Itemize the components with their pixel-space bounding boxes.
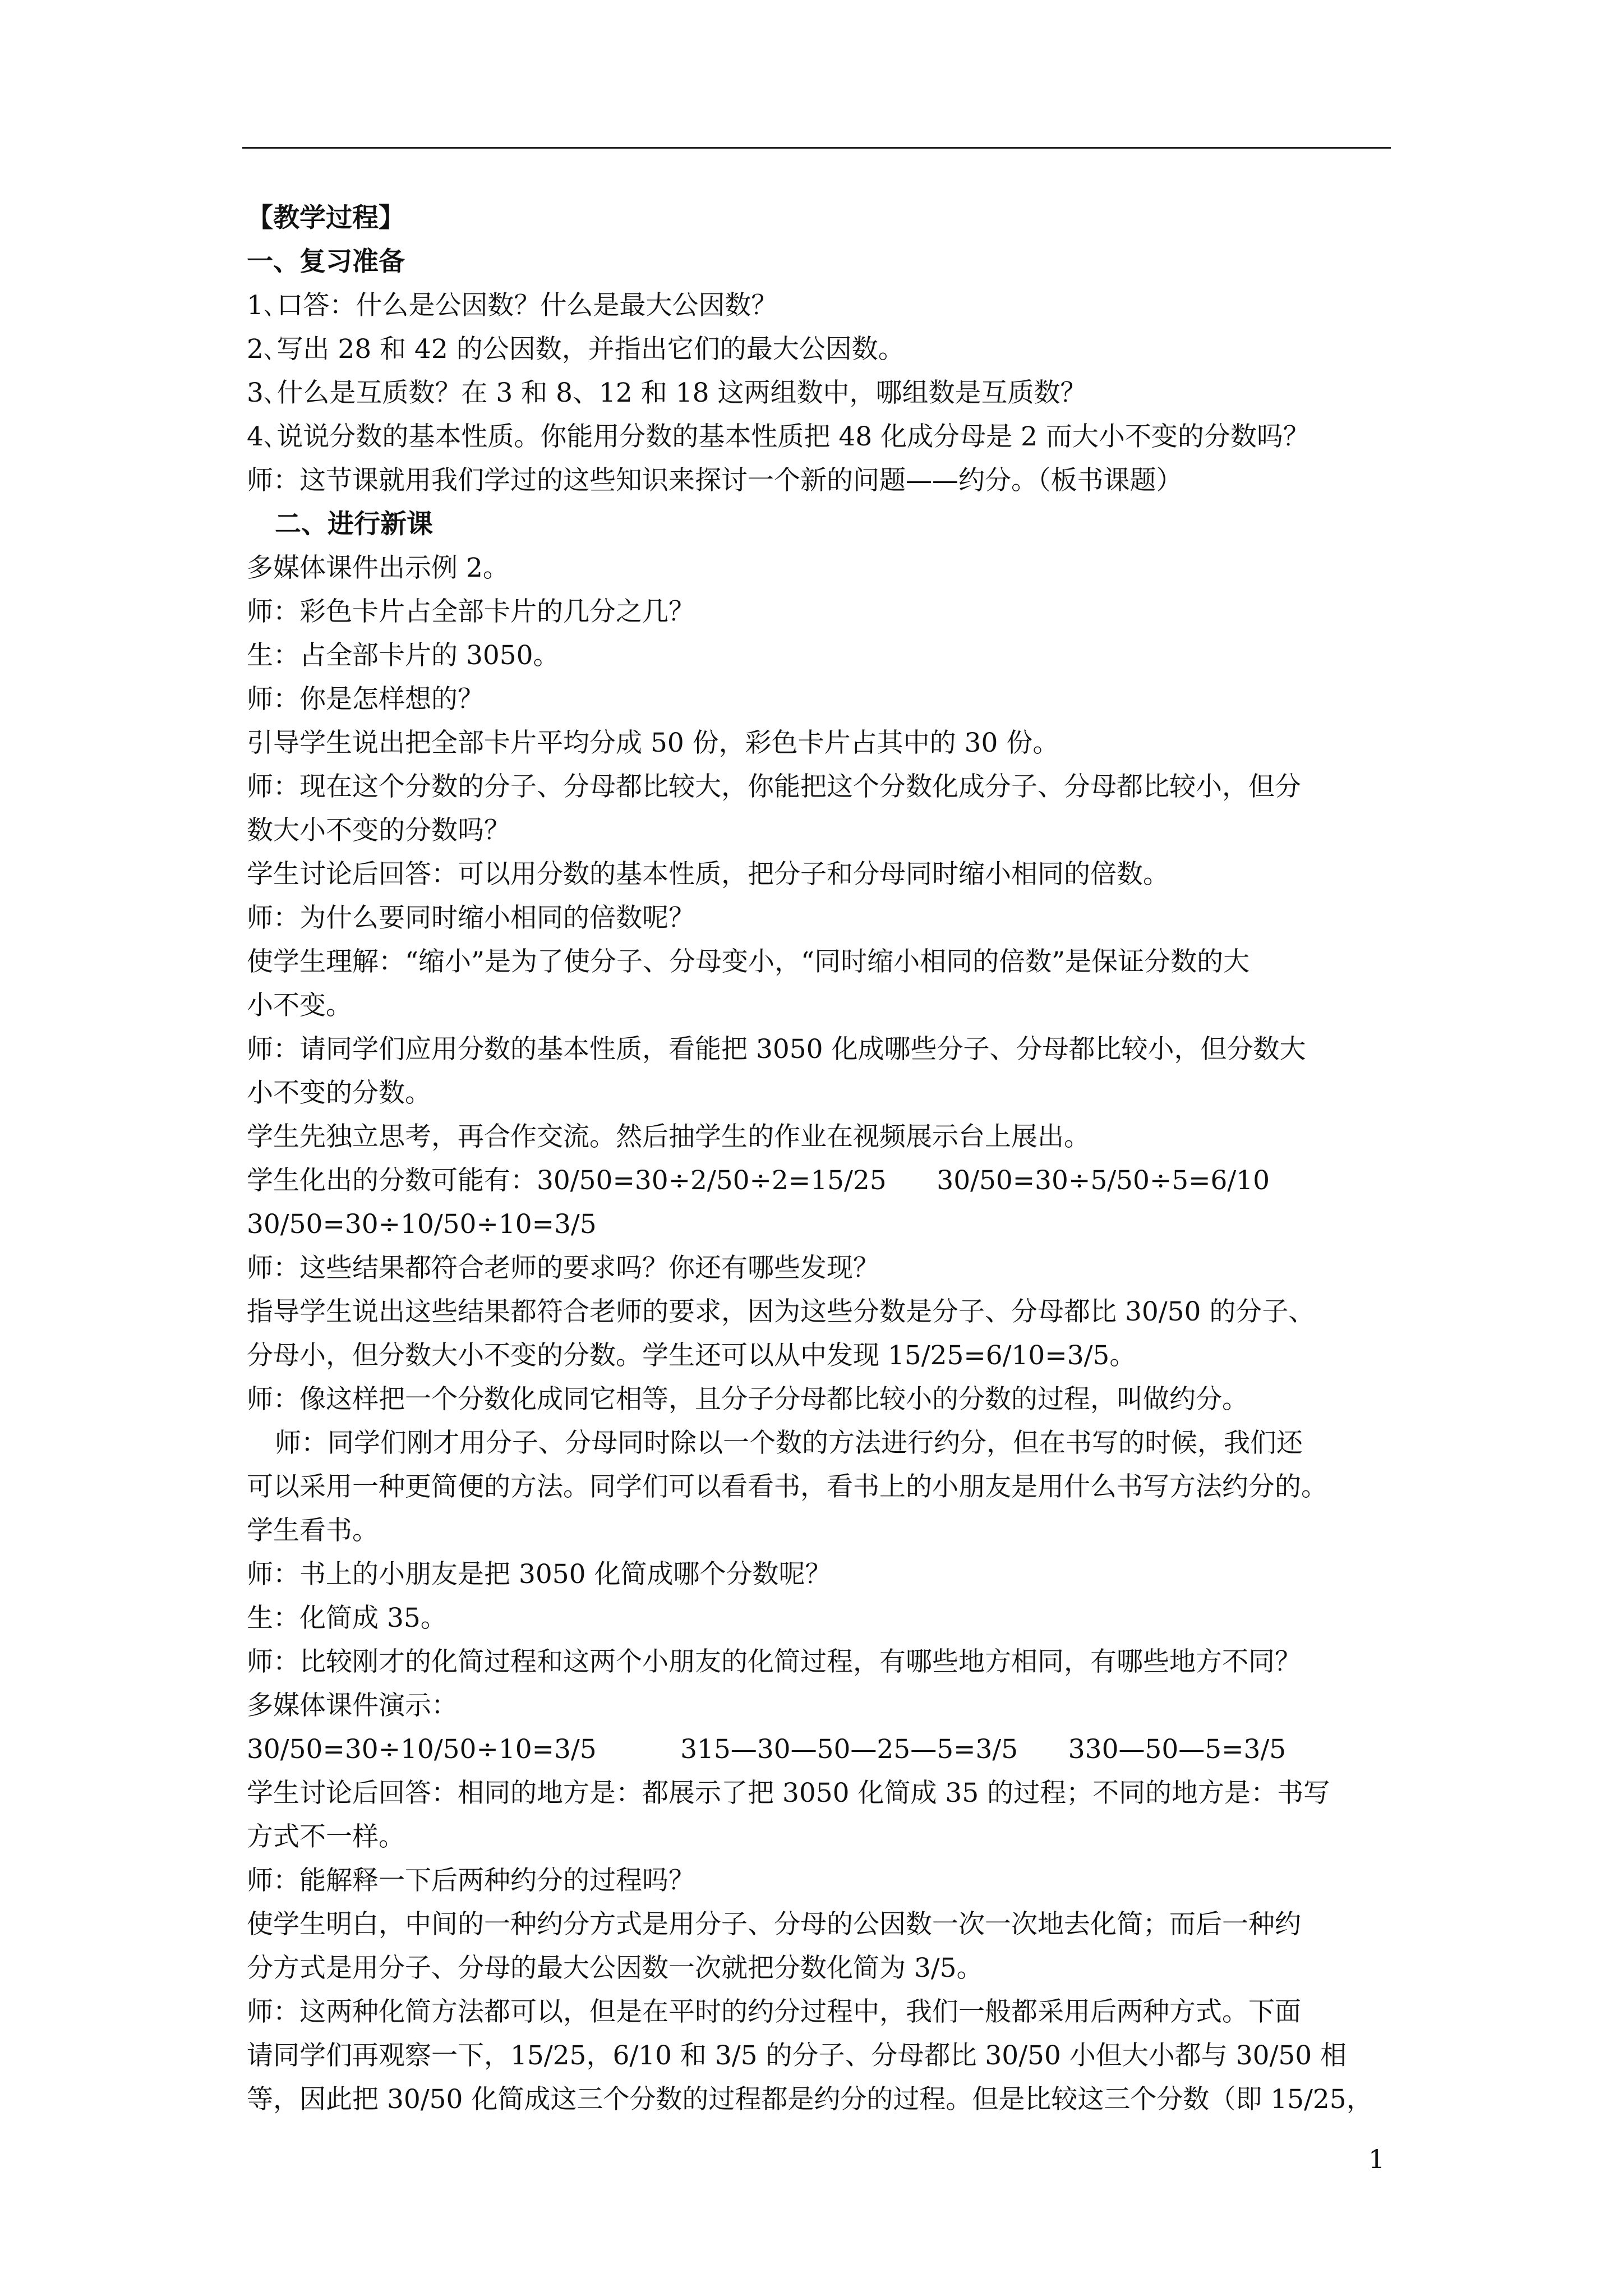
text-line: 多媒体课件出示例 2。 [247, 553, 509, 583]
text-line: 数大小不变的分数吗？ [247, 815, 510, 846]
text-line: 学生看书。 [247, 1515, 379, 1546]
text-line: 学生化出的分数可能有：30/50=30÷2/50÷2=15/25 30/50=30÷5/50÷5=6/10 [247, 1165, 1270, 1196]
text-line: 师：比较刚才的化简过程和这两个小朋友的化简过程，有哪些地方相同，有哪些地方不同？ [247, 1646, 1301, 1677]
text-line: 可以采用一种更简便的方法。同学们可以看看书，看书上的小朋友是用什么书写方法约分的。 [247, 1471, 1327, 1502]
text-line: 4､说说分数的基本性质。你能用分数的基本性质把 48 化成分母是 2 而大小不变的分数吗？ [247, 421, 1310, 452]
text-line: 方式不一样。 [247, 1821, 405, 1852]
text-line: 生：化简成 35。 [247, 1603, 447, 1634]
text-line: 师：同学们刚才用分子、分母同时除以一个数的方法进行约分，但在书写的时候，我们还 [275, 1428, 1303, 1458]
text-line: 30/50=30÷10/50÷10=3/5 [247, 1209, 597, 1240]
text-line: 师：现在这个分数的分子、分母都比较大，你能把这个分数化成分子、分母都比较小，但分 [247, 771, 1301, 802]
text-line: 分母小，但分数大小不变的分数。学生还可以从中发现 15/25=6/10=3/5。 [247, 1340, 1136, 1371]
text-line: 30/50=30÷10/50÷10=3/5 315—30—50—25—5=3/5 330—50—5=3/5 [247, 1734, 1287, 1765]
text-line: 1､口答：什么是公因数？什么是最大公因数？ [247, 290, 778, 321]
text-line: 师：这节课就用我们学过的这些知识来探讨一个新的问题——约分。（板书课题） [247, 465, 1183, 496]
text-line: 师：彩色卡片占全部卡片的几分之几？ [247, 596, 695, 627]
text-line: 使学生理解：“缩小”是为了使分子、分母变小，“同时缩小相同的倍数”是保证分数的大 [247, 946, 1250, 977]
text-line: 学生讨论后回答：可以用分数的基本性质，把分子和分母同时缩小相同的倍数。 [247, 859, 1169, 890]
text-line: 师：为什么要同时缩小相同的倍数呢？ [247, 903, 695, 933]
text-line: 生：占全部卡片的 3050。 [247, 640, 560, 671]
text-line: 小不变。 [247, 990, 352, 1021]
text-line: 师：这两种化简方法都可以，但是在平时的约分过程中，我们一般都采用后两种方式。下面 [247, 1996, 1301, 2027]
text-line: 师：书上的小朋友是把 3050 化简成哪个分数呢？ [247, 1559, 832, 1590]
text-line: 引导学生说出把全部卡片平均分成 50 份，彩色卡片占其中的 30 份。 [247, 728, 1059, 758]
text-line: 师：像这样把一个分数化成同它相等，且分子分母都比较小的分数的过程，叫做约分。 [247, 1384, 1248, 1415]
text-line: 师：你是怎样想的？ [247, 684, 484, 715]
header-rule [242, 147, 1391, 149]
text-line: 2､写出 28 和 42 的公因数，并指出它们的最大公因数。 [247, 334, 905, 365]
text-line: 一、复习准备 [247, 246, 405, 277]
text-line: 学生先独立思考，再合作交流。然后抽学生的作业在视频展示台上展出。 [247, 1121, 1090, 1152]
text-line: 多媒体课件演示： [247, 1690, 458, 1721]
text-line: 使学生明白，中间的一种约分方式是用分子、分母的公因数一次一次地去化简；而后一种约 [247, 1909, 1301, 1940]
text-line: 师：这些结果都符合老师的要求吗？你还有哪些发现？ [247, 1253, 879, 1283]
text-line: 二、进行新课 [275, 509, 433, 540]
text-line: 师：请同学们应用分数的基本性质，看能把 3050 化成哪些分子、分母都比较小，但分数大 [247, 1034, 1306, 1065]
text-line: 小不变的分数。 [247, 1078, 431, 1108]
text-line: 3､什么是互质数？在 3 和 8、12 和 18 这两组数中，哪组数是互质数？ [247, 378, 1087, 408]
text-line: 分方式是用分子、分母的最大公因数一次就把分数化简为 3/5。 [247, 1953, 983, 1984]
page-number: 1 [1368, 2144, 1385, 2174]
text-line: 指导学生说出这些结果都符合老师的要求，因为这些分数是分子、分母都比 30/50 的分子、 [247, 1296, 1315, 1327]
text-line: 学生讨论后回答：相同的地方是：都展示了把 3050 化简成 35 的过程；不同的地方是：书写 [247, 1778, 1330, 1809]
text-line: 【教学过程】 [247, 203, 405, 233]
text-line: 请同学们再观察一下，15/25，6/10 和 3/5 的分子、分母都比 30/50 小但大小都与 30/50 相 [247, 2040, 1347, 2071]
text-line: 师：能解释一下后两种约分的过程吗？ [247, 1865, 695, 1896]
document-body [247, 196, 1391, 2122]
text-line: 等，因此把 30/50 化简成这三个分数的过程都是约分的过程。但是比较这三个分数（即 15/25， [247, 2084, 1373, 2115]
